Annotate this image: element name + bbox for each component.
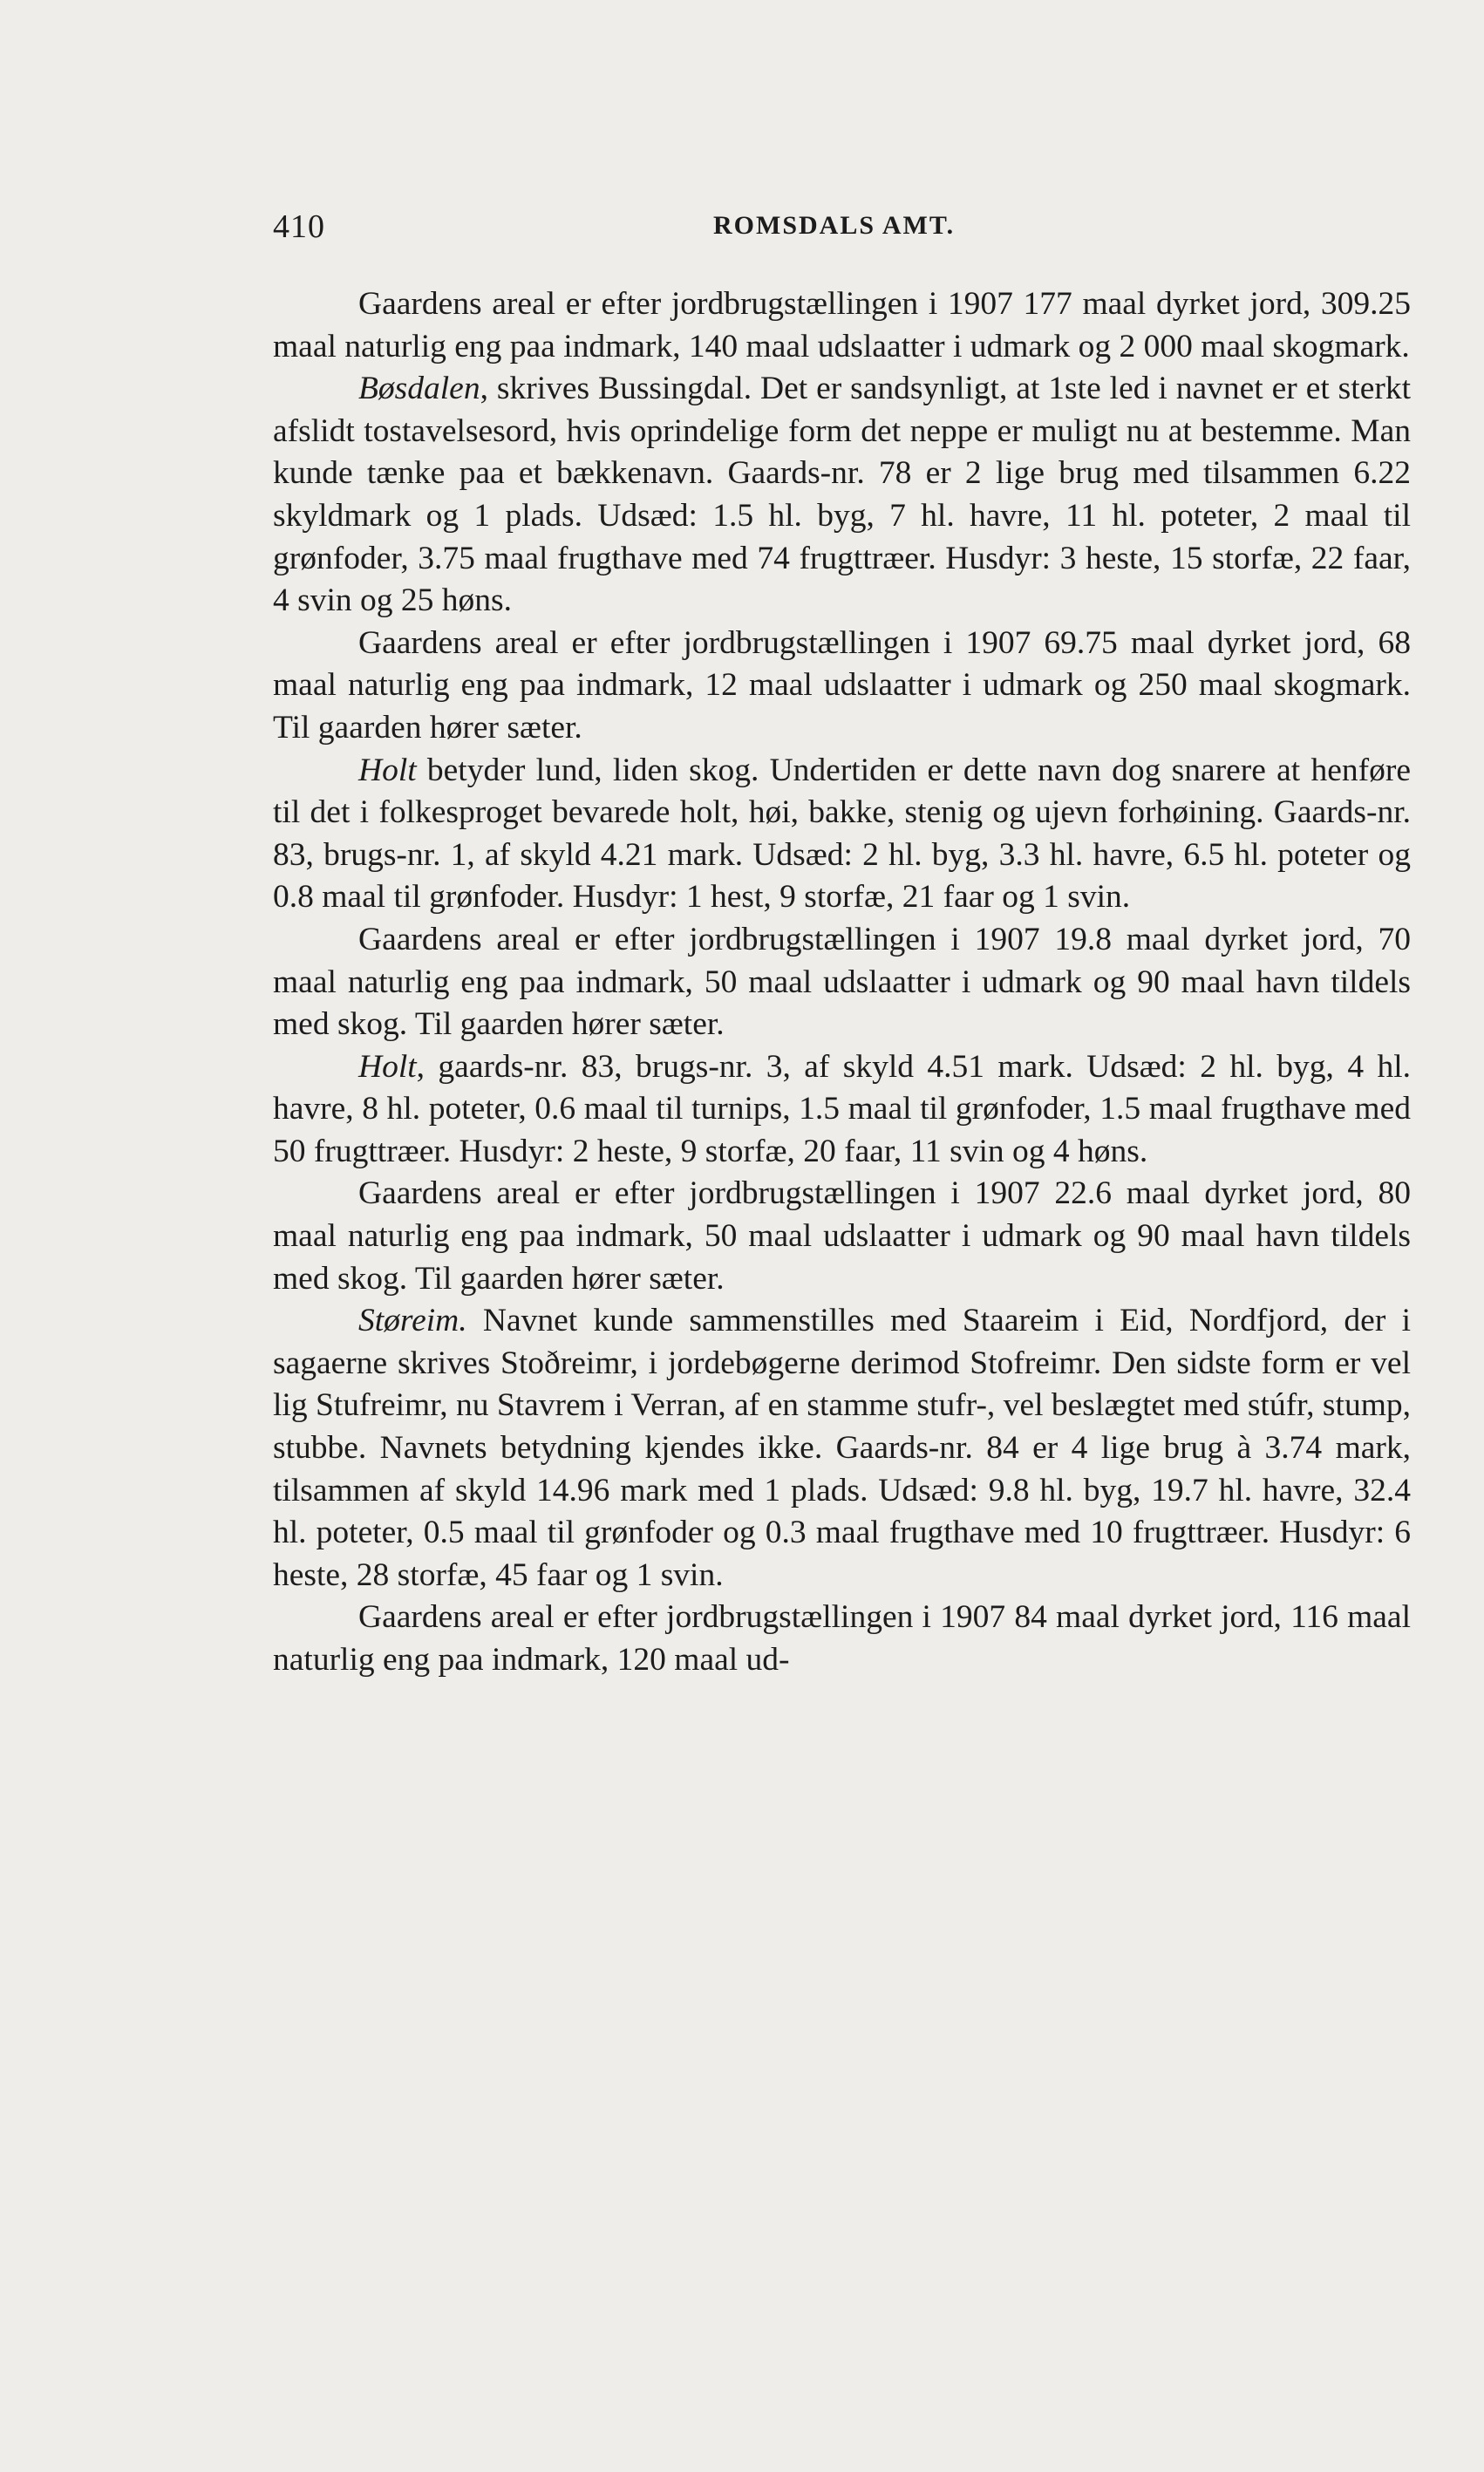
farm-name-bosdalen: Bøsdalen: [358, 371, 480, 407]
paragraph-7: Gaardens areal er efter jordbrugstællingen i 1907 22.6 maal dyrket jord, 80 maal naturlig eng paa indmark, 50 maal udslaatter i udmark og 90 maal havn tildels med skog. Til gaarden hører sæter.: [273, 1175, 1411, 1297]
paragraph-5: Gaardens areal er efter jordbrugstællingen i 1907 19.8 maal dyrket jord, 70 maal naturlig eng paa indmark, 50 maal udslaatter i udmark og 90 maal havn tildels med skog. Til gaarden hører sæter.: [273, 921, 1411, 1043]
paragraph-3: Gaardens areal er efter jordbrugstællingen i 1907 69.75 maal dyrket jord, 68 maal naturlig eng paa indmark, 12 maal udslaatter i udmark og 250 maal skogmark. Til gaarden hører sæter.: [273, 624, 1411, 746]
body-text: [273, 283, 1411, 1682]
paragraph-holt-1: Holt betyder lund, liden skog. Undertiden er dette navn dog snarere at henføre til det i folkesproget bevarede holt, høi, bakke, stenig og ujevn forhøining. Gaards-nr. 83, brugs-nr. 1, af skyld 4.21 mark. Udsæd: 2 hl. byg, 3.3 hl. havre, 6.5 hl. poteter og 0.8 maal til grønfoder. Husdyr: 1 hest, 9 storfæ, 21 faar og 1 svin.: [273, 752, 1411, 916]
page-header: [273, 208, 1411, 251]
paragraph-storeim: Støreim. Navnet kunde sammenstilles med Staareim i Eid, Nordfjord, der i sagaerne skrives Stoðreimr, i jordebøgerne derimod Stofreimr. Den sidste form er vel lig Stufreimr, nu Stavrem i Verran, af en stamme stufr-, vel beslægtet med stúfr, stump, stubbe. Navnets betydning kjendes ikke. Gaards-nr. 84 er 4 lige brug à 3.74 mark, tilsammen af skyld 14.96 mark med 1 plads. Udsæd: 9.8 hl. byg, 19.7 hl. havre, 32.4 hl. poteter, 0.5 maal til grønfoder og 0.3 maal frugthave med 10 frugttræer. Husdyr: 6 heste, 28 storfæ, 45 faar og 1 svin.: [273, 1303, 1411, 1593]
paragraph-9: Gaardens areal er efter jordbrugstællingen i 1907 84 maal dyrket jord, 116 maal naturlig eng paa indmark, 120 maal ud-: [273, 1599, 1411, 1678]
farm-name-holt-2: Holt: [358, 1048, 417, 1085]
page-number: 410: [273, 208, 325, 245]
farm-name-storeim: Støreim.: [358, 1303, 467, 1339]
running-head: ROMSDALS AMT.: [713, 211, 956, 240]
paragraph-bosdalen: Bøsdalen, skrives Bussingdal. Det er sandsynligt, at 1ste led i navnet er et sterkt afslidt tostavelsesord, hvis oprindelige form det neppe er muligt nu at bestemme. Man kunde tænke paa et bækkenavn. Gaards-nr. 78 er 2 lige brug med tilsammen 6.22 skyldmark og 1 plads. Udsæd: 1.5 hl. byg, 7 hl. havre, 11 hl. poteter, 2 maal til grønfoder, 3.75 maal frugthave med 74 frugttræer. Husdyr: 3 heste, 15 storfæ, 22 faar, 4 svin og 25 høns.: [273, 371, 1411, 619]
paragraph-1: Gaardens areal er efter jordbrugstællingen i 1907 177 maal dyrket jord, 309.25 maal naturlig eng paa indmark, 140 maal udslaatter i udmark og 2 000 maal skogmark.: [273, 286, 1411, 364]
farm-name-holt: Holt: [358, 752, 417, 788]
paragraph-holt-2: Holt, gaards-nr. 83, brugs-nr. 3, af skyld 4.51 mark. Udsæd: 2 hl. byg, 4 hl. havre, 8 hl. poteter, 0.6 maal til turnips, 1.5 maal til grønfoder, 1.5 maal frugthave med 50 frugttræer. Husdyr: 2 heste, 9 storfæ, 20 faar, 11 svin og 4 høns.: [273, 1048, 1411, 1169]
